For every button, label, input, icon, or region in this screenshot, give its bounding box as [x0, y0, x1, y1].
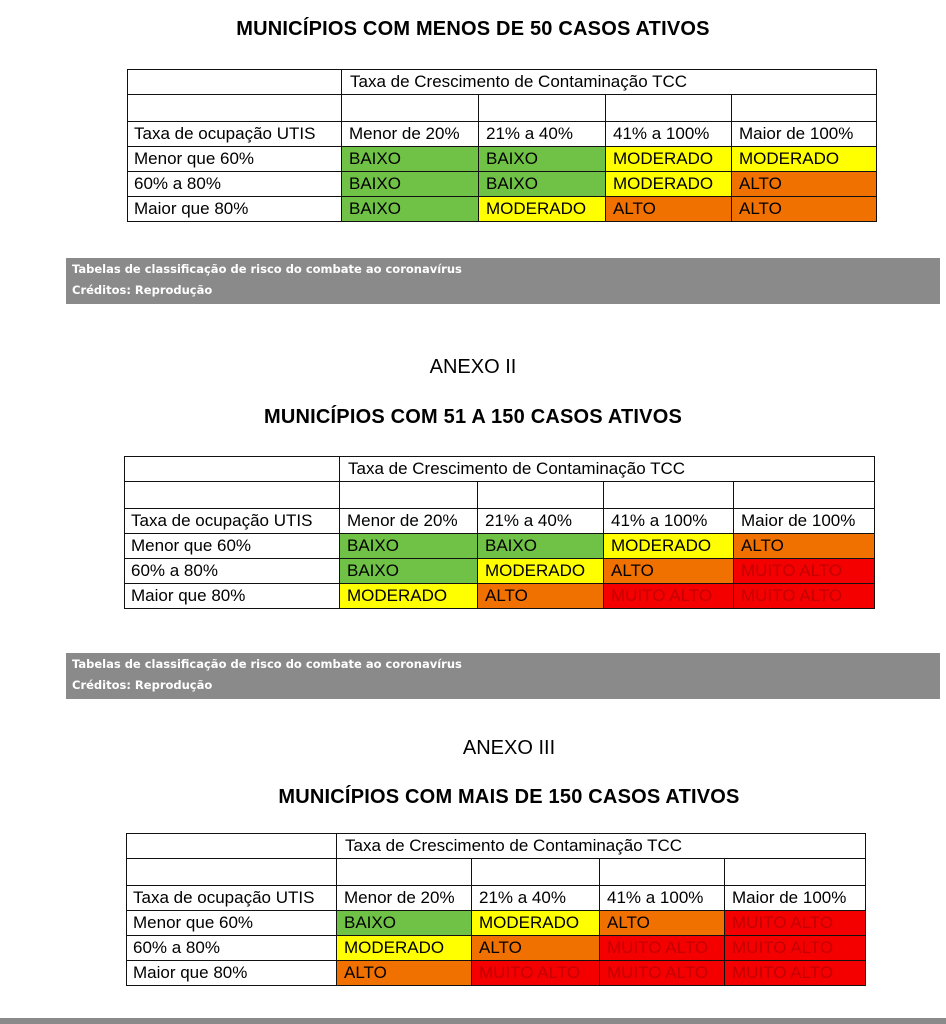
column-header: Maior de 100%	[725, 886, 866, 911]
blank-cell	[479, 95, 606, 122]
risk-cell: BAIXO	[342, 197, 479, 222]
row-header-label: Taxa de ocupação UTIS	[125, 509, 340, 534]
column-header: 41% a 100%	[606, 122, 732, 147]
row-label: 60% a 80%	[128, 172, 342, 197]
column-header: Maior de 100%	[732, 122, 877, 147]
risk-cell: ALTO	[732, 172, 877, 197]
risk-cell: ALTO	[337, 961, 472, 986]
risk-cell: MUITO ALTO	[725, 911, 866, 936]
table-row	[125, 559, 875, 584]
caption-text: Tabelas de classificação de risco do combate ao coronavírus	[72, 657, 462, 671]
column-header: 41% a 100%	[604, 509, 734, 534]
table-row	[125, 534, 875, 559]
blank-cell	[732, 95, 877, 122]
table-row	[127, 911, 866, 936]
risk-cell: BAIXO	[478, 534, 604, 559]
risk-cell: ALTO	[606, 197, 732, 222]
risk-cell: MODERADO	[606, 172, 732, 197]
column-header: 41% a 100%	[600, 886, 725, 911]
table-corner-cell	[128, 70, 342, 95]
risk-cell: MUITO ALTO	[600, 936, 725, 961]
blank-cell	[128, 95, 342, 122]
risk-cell: BAIXO	[479, 172, 606, 197]
annex-heading: ANEXO III	[462, 737, 556, 759]
risk-cell: MUITO ALTO	[734, 584, 875, 609]
caption-text: Tabelas de classificação de risco do combate ao coronavírus	[72, 262, 462, 276]
risk-cell: ALTO	[472, 936, 600, 961]
image-caption	[66, 258, 940, 304]
risk-cell: MODERADO	[479, 197, 606, 222]
risk-table-2	[124, 456, 875, 609]
row-label: Menor que 60%	[127, 911, 337, 936]
column-header: 21% a 40%	[478, 509, 604, 534]
column-header: Menor de 20%	[342, 122, 479, 147]
blank-cell	[337, 859, 472, 886]
table-corner-cell	[125, 457, 340, 482]
row-header-label: Taxa de ocupação UTIS	[127, 886, 337, 911]
column-header: 21% a 40%	[479, 122, 606, 147]
image-caption	[66, 653, 940, 699]
blank-cell	[342, 95, 479, 122]
risk-cell: BAIXO	[340, 559, 478, 584]
blank-cell	[600, 859, 725, 886]
table-row	[127, 936, 866, 961]
risk-cell: ALTO	[478, 584, 604, 609]
blank-cell	[606, 95, 732, 122]
blank-cell	[127, 859, 337, 886]
risk-cell: BAIXO	[337, 911, 472, 936]
risk-cell: MODERADO	[340, 584, 478, 609]
risk-cell: ALTO	[604, 559, 734, 584]
risk-cell: BAIXO	[340, 534, 478, 559]
risk-cell: BAIXO	[479, 147, 606, 172]
row-label: 60% a 80%	[127, 936, 337, 961]
table-row	[127, 961, 866, 986]
risk-cell: MUITO ALTO	[604, 584, 734, 609]
tcc-header: Taxa de Crescimento de Contaminação TCC	[337, 834, 866, 859]
risk-cell: ALTO	[734, 534, 875, 559]
risk-table-3	[126, 833, 866, 986]
risk-cell: MODERADO	[732, 147, 877, 172]
row-label: 60% a 80%	[125, 559, 340, 584]
risk-cell: MUITO ALTO	[734, 559, 875, 584]
section-1-title: MUNICÍPIOS COM MENOS DE 50 CASOS ATIVOS	[236, 18, 710, 40]
risk-cell: ALTO	[732, 197, 877, 222]
column-header: Maior de 100%	[734, 509, 875, 534]
risk-cell: MODERADO	[337, 936, 472, 961]
table-row	[128, 147, 877, 172]
risk-cell: BAIXO	[342, 172, 479, 197]
blank-cell	[604, 482, 734, 509]
row-header-label: Taxa de ocupação UTIS	[128, 122, 342, 147]
section-3-title: MUNICÍPIOS COM MAIS DE 150 CASOS ATIVOS	[278, 786, 740, 808]
column-header: 21% a 40%	[472, 886, 600, 911]
caption-credits: Créditos: Reprodução	[72, 678, 213, 692]
table-row	[128, 197, 877, 222]
bottom-bar	[0, 1018, 946, 1024]
risk-cell: MODERADO	[478, 559, 604, 584]
risk-cell: MUITO ALTO	[472, 961, 600, 986]
blank-cell	[472, 859, 600, 886]
risk-cell: MUITO ALTO	[600, 961, 725, 986]
tcc-header: Taxa de Crescimento de Contaminação TCC	[342, 70, 877, 95]
blank-cell	[478, 482, 604, 509]
row-label: Maior que 80%	[127, 961, 337, 986]
risk-cell: ALTO	[600, 911, 725, 936]
risk-cell: MODERADO	[606, 147, 732, 172]
table-row	[125, 584, 875, 609]
row-label: Menor que 60%	[128, 147, 342, 172]
caption-credits: Créditos: Reprodução	[72, 283, 213, 297]
row-label: Maior que 80%	[128, 197, 342, 222]
row-label: Menor que 60%	[125, 534, 340, 559]
risk-cell: MODERADO	[604, 534, 734, 559]
risk-cell: BAIXO	[342, 147, 479, 172]
column-header: Menor de 20%	[337, 886, 472, 911]
risk-cell: MUITO ALTO	[725, 936, 866, 961]
column-header: Menor de 20%	[340, 509, 478, 534]
tcc-header: Taxa de Crescimento de Contaminação TCC	[340, 457, 875, 482]
blank-cell	[734, 482, 875, 509]
blank-cell	[725, 859, 866, 886]
risk-cell: MODERADO	[472, 911, 600, 936]
risk-cell: MUITO ALTO	[725, 961, 866, 986]
row-label: Maior que 80%	[125, 584, 340, 609]
table-corner-cell	[127, 834, 337, 859]
table-row	[128, 172, 877, 197]
annex-heading: ANEXO II	[429, 356, 517, 378]
section-2-title: MUNICÍPIOS COM 51 A 150 CASOS ATIVOS	[263, 406, 683, 428]
risk-table-1	[127, 69, 877, 222]
blank-cell	[340, 482, 478, 509]
blank-cell	[125, 482, 340, 509]
